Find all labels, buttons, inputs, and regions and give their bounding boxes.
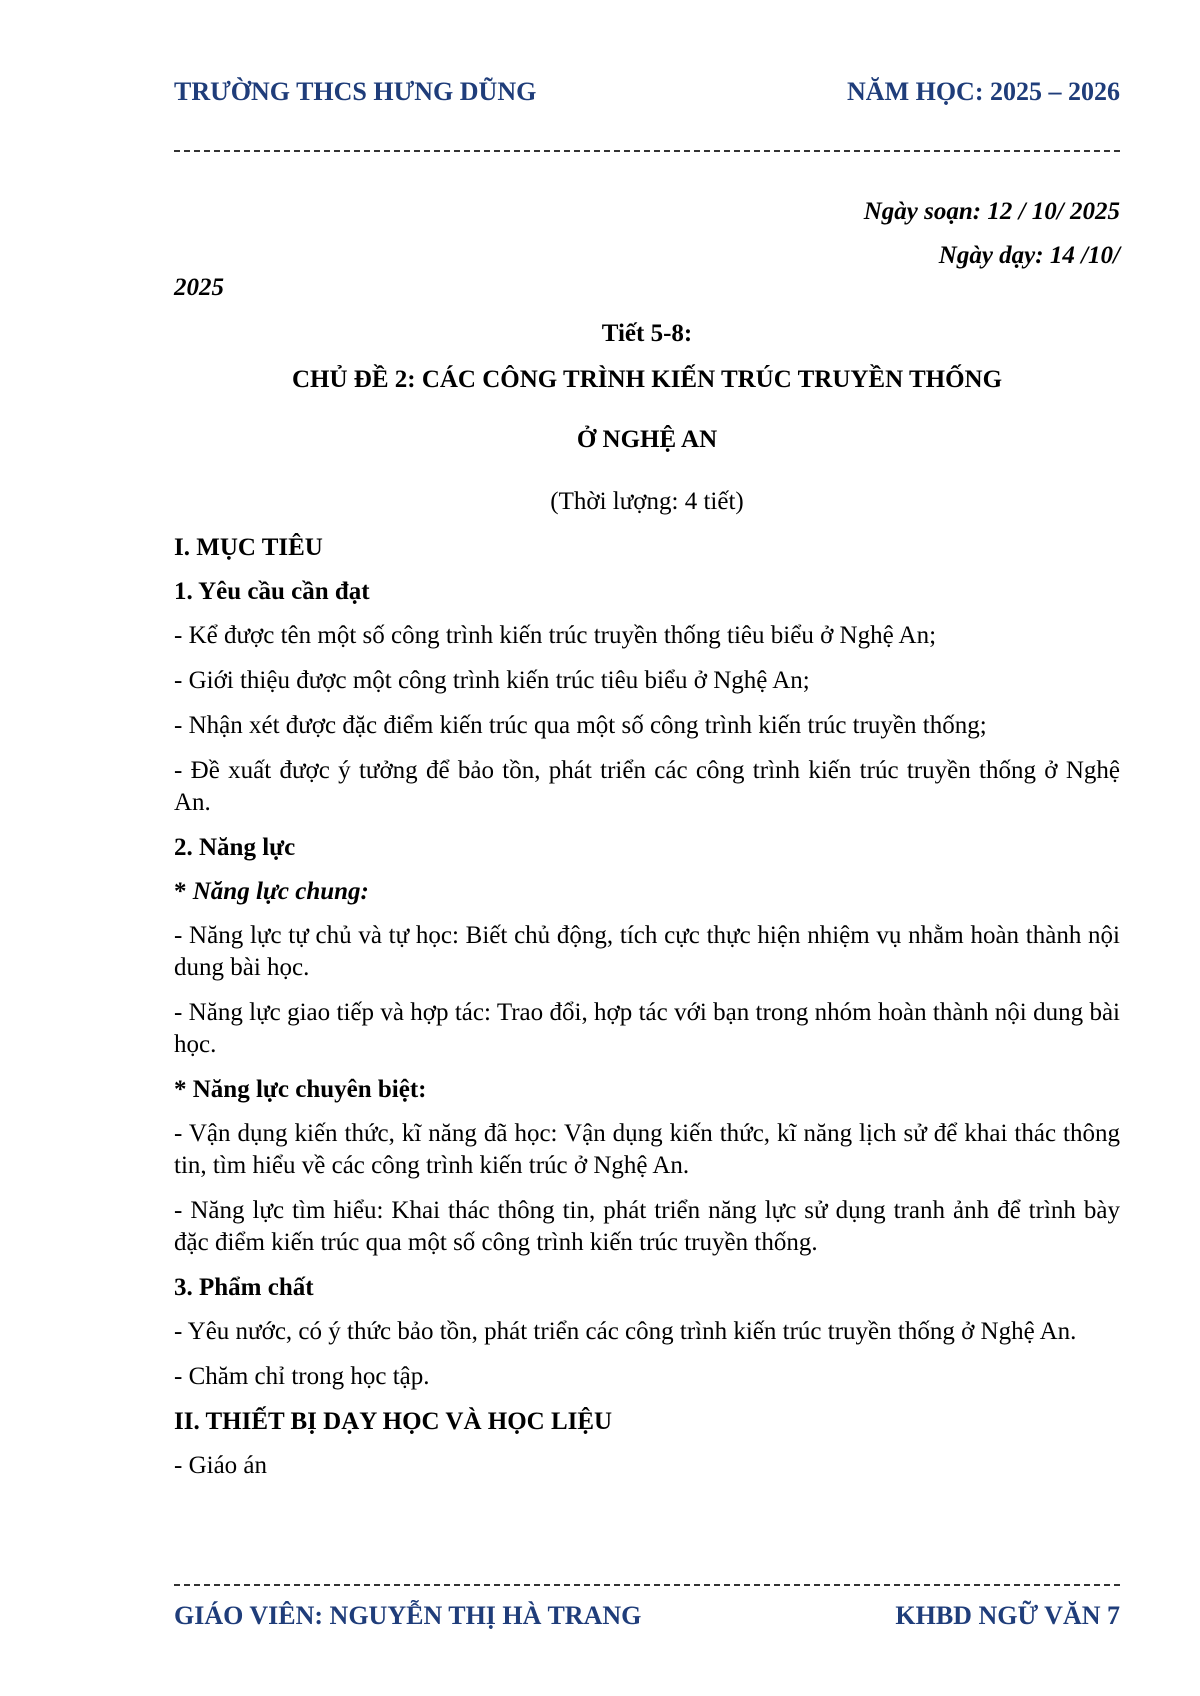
general-competence-text: Năng lực chung: <box>192 878 369 905</box>
specific-competence-item: - Năng lực tìm hiểu: Khai thác thông tin, phát triển năng lực sử dụng tranh ảnh để trình bày đặc điểm kiến trúc qua một số công trình kiến trúc truyền thống. <box>174 1197 1120 1256</box>
general-competence-label <box>174 876 1120 908</box>
footer-divider <box>174 1584 1120 1586</box>
document-body <box>174 196 1120 1495</box>
requirement-item: - Nhận xét được đặc điểm kiến trúc qua một số công trình kiến trúc truyền thống; <box>174 712 987 739</box>
section-objectives-heading: I. MỤC TIÊU <box>174 534 323 561</box>
competence-heading: 2. Năng lực <box>174 834 296 861</box>
requirement-item: - Giới thiệu được một công trình kiến trúc tiêu biểu ở Nghệ An; <box>174 667 810 694</box>
lesson-title-line1: CHỦ ĐỀ 2: CÁC CÔNG TRÌNH KIẾN TRÚC TRUYỀN THỐNG <box>291 366 1003 393</box>
requirement-item: - Kể được tên một số công trình kiến trúc truyền thống tiêu biểu ở Nghệ An; <box>174 622 937 649</box>
taught-date-line1: Ngày dạy: 14 /10/ <box>938 242 1120 269</box>
header-divider <box>174 150 1120 152</box>
lesson-title-line2: Ở NGHỆ AN <box>576 426 718 453</box>
specific-competence-item: - Vận dụng kiến thức, kĩ năng đã học: Vận dụng kiến thức, kĩ năng lịch sử để khai thác thông tin, tìm hiểu về các công trình kiến trúc ở Nghệ An. <box>174 1120 1120 1179</box>
teacher-name: GIÁO VIÊN: NGUYỄN THỊ HÀ TRANG <box>174 1601 642 1630</box>
requirement-item: - Đề xuất được ý tưởng để bảo tồn, phát triển các công trình kiến trúc truyền thống ở Nghệ An. <box>174 757 1120 816</box>
subject-name: KHBD NGỮ VĂN 7 <box>895 1601 1120 1630</box>
general-competence-item: - Năng lực giao tiếp và hợp tác: Trao đổi, hợp tác với bạn trong nhóm hoàn thành nội dung bài học. <box>174 999 1120 1058</box>
equipment-item: - Giáo án <box>174 1452 268 1479</box>
school-name: TRƯỜNG THCS HƯNG DŨNG <box>174 77 537 106</box>
general-competence-item: - Năng lực tự chủ và tự học: Biết chủ động, tích cực thực hiện nhiệm vụ nhằm hoàn thành nội dung bài học. <box>174 922 1120 981</box>
lesson-period: Tiết 5-8: <box>601 320 693 347</box>
school-year: NĂM HỌC: 2025 – 2026 <box>847 77 1120 106</box>
section-equipment-heading: II. THIẾT BỊ DẠY HỌC VÀ HỌC LIỆU <box>174 1408 613 1435</box>
page-header <box>174 72 1120 112</box>
quality-item: - Yêu nước, có ý thức bảo tồn, phát triển các công trình kiến trúc truyền thống ở Nghệ An. <box>174 1318 1077 1345</box>
specific-competence-label: * Năng lực chuyên biệt: <box>174 1076 427 1103</box>
prepared-date: Ngày soạn: 12 / 10/ 2025 <box>863 198 1120 225</box>
quality-heading: 3. Phẩm chất <box>174 1274 314 1301</box>
quality-item: - Chăm chỉ trong học tập. <box>174 1363 430 1390</box>
requirements-heading: 1. Yêu cầu cần đạt <box>174 578 370 605</box>
taught-date-line2: 2025 <box>174 274 224 301</box>
page-footer <box>174 1596 1120 1636</box>
lesson-duration: (Thời lượng: 4 tiết) <box>550 488 744 515</box>
general-competence-prefix: * <box>174 878 193 905</box>
